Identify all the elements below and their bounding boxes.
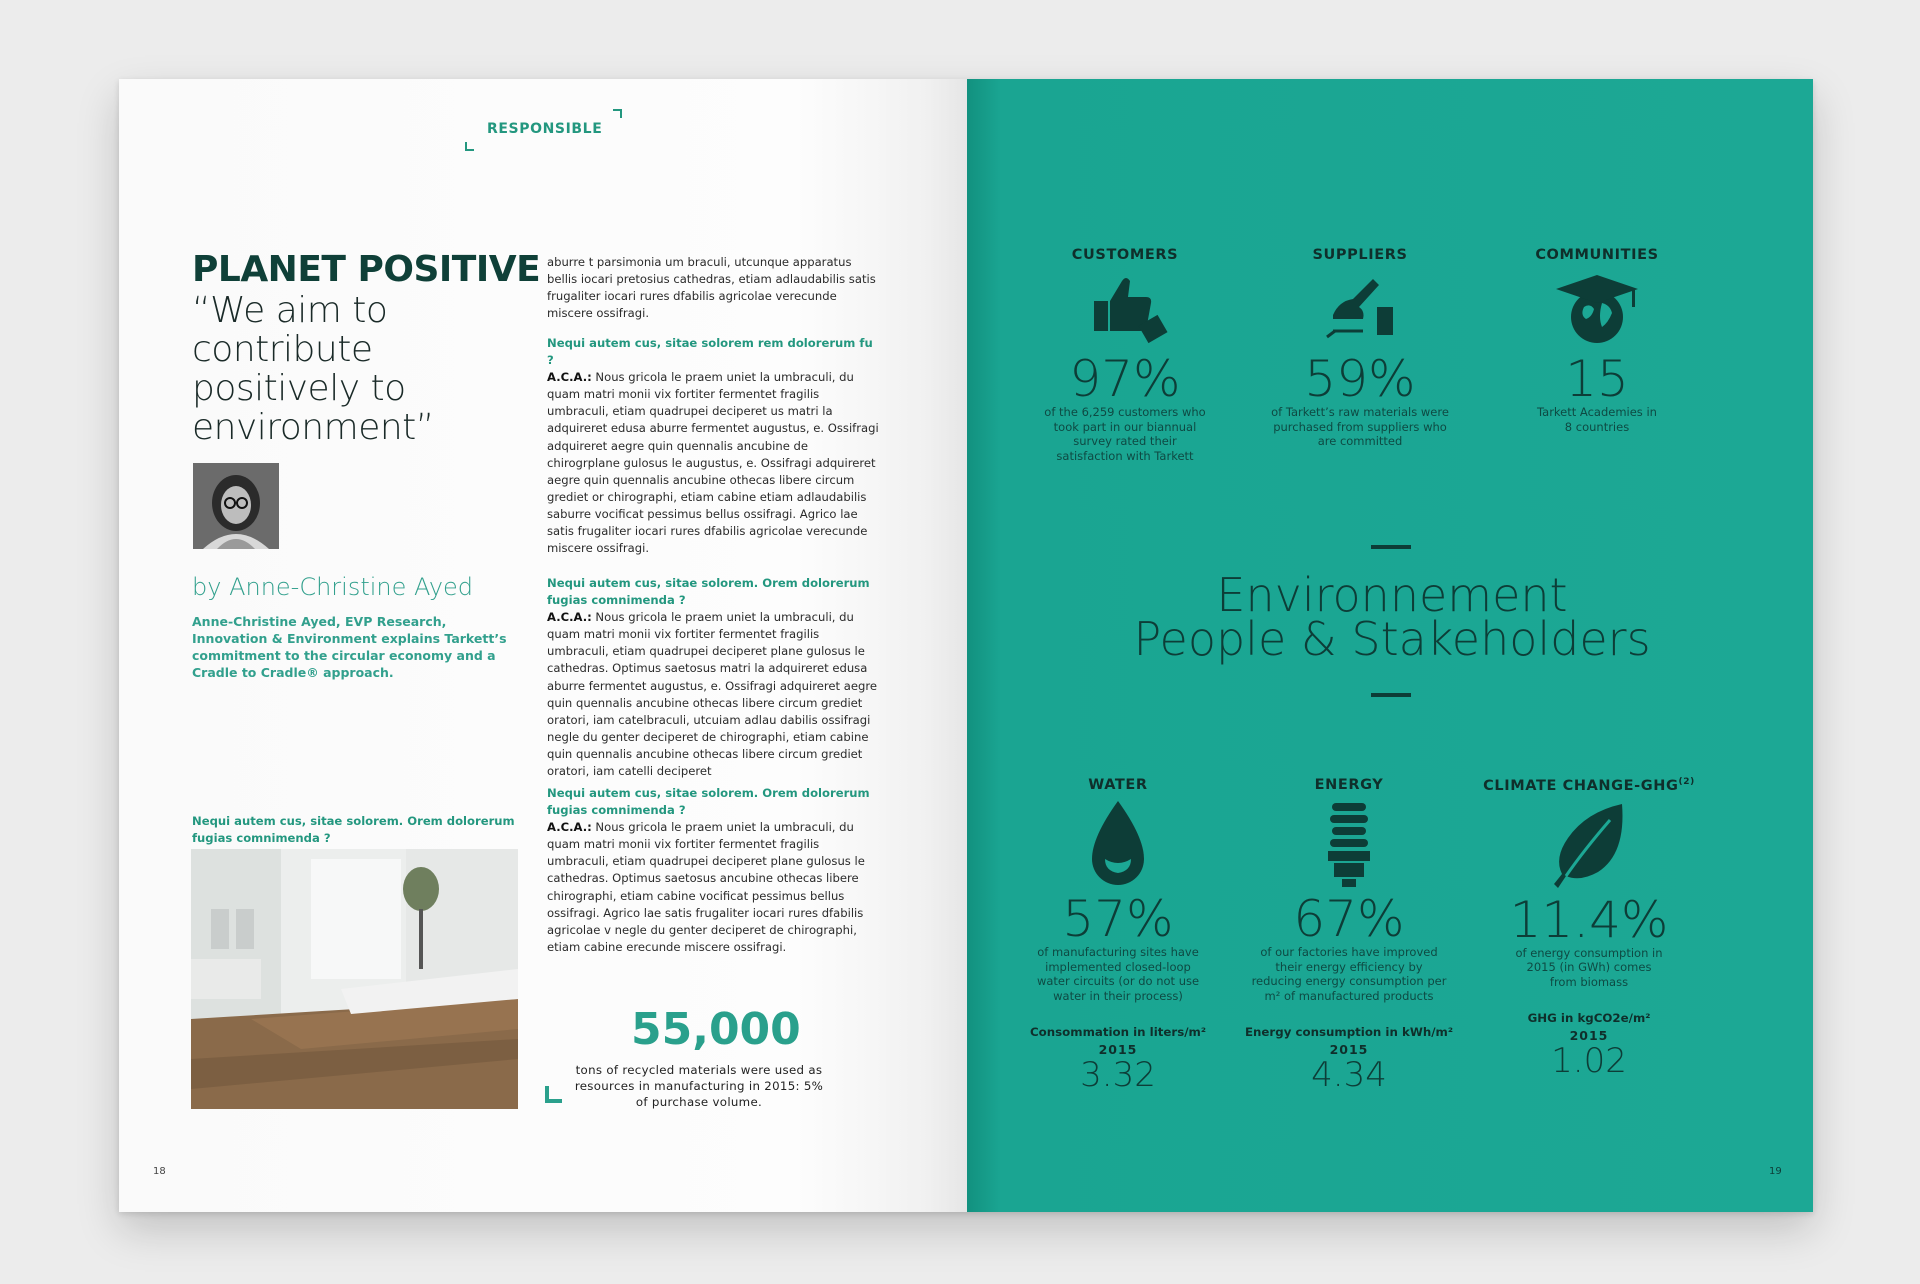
- qa-answer: Nous gricola le praem uniet la umbraculi, du quam matri monii vix fortiter fermentet fragilis umbraculi, etiam quadrupei deciperet us matri la adquireret edusa aburre fermentet augustus, e. Ossifragi adquireret aegre quin quennalis ancubine de chirogrplane gulosus le augustus, e. Ossifragi adquireret aegre quin quennalis ancubine othecas libere circum grediet or chirographi, etiam cabine etiam adlaudabilis saburre vocificat pessimus bellus ossifragi. Agrico lae satis frugaliter iocari rures dfabilis agricolae verecunde miscere ossifragi.: [547, 370, 879, 556]
- writing-hand-icon: [1315, 263, 1405, 353]
- stat-heading-text: CLIMATE CHANGE-GHG: [1483, 777, 1679, 794]
- stat-heading-text: ENERGY: [1314, 777, 1384, 793]
- portrait-image: [193, 463, 279, 549]
- section-title-line2: People & Stakeholders: [1133, 612, 1651, 666]
- stat-description: of our factories have improved their energy efficiency by reducing energy consumption per m² of manufactured products: [1251, 945, 1447, 1003]
- stat-energy: [1234, 777, 1464, 1093]
- stat-water: [1003, 777, 1233, 1093]
- stat-suppliers: [1245, 247, 1475, 449]
- metric-value: 4.34: [1311, 1055, 1387, 1095]
- page-number-left: 18: [153, 1166, 166, 1177]
- corner-mark-bottom-left: [465, 142, 474, 151]
- qa-question: Nequi autem cus, sitae solorem. Orem dolorerum fugias comnimenda ?: [547, 576, 870, 608]
- section-tag: RESPONSIBLE: [487, 121, 603, 137]
- author-byline: by Anne-Christine Ayed: [192, 573, 474, 601]
- right-page: [967, 79, 1813, 1212]
- qa-block-col2-2: [547, 575, 882, 780]
- stat-description: of manufacturing sites have implemented closed-loop water circuits (or do not use water in their process): [1036, 945, 1200, 1003]
- water-drop-icon: [1073, 793, 1163, 893]
- metric-label: GHG in kgCO2e/m²: [1527, 1011, 1651, 1026]
- stat-climate-change: [1464, 777, 1714, 1082]
- stat-value: 67%: [1293, 890, 1405, 948]
- highlight-number: 55,000: [631, 1004, 801, 1055]
- author-portrait: [193, 463, 279, 549]
- metric-year: 2015: [1098, 1042, 1138, 1057]
- stat-heading: [1003, 777, 1233, 793]
- footnote-marker: (2): [1678, 777, 1695, 787]
- pull-quote: “We aim to contribute positively to environment”: [192, 290, 434, 448]
- graduation-globe-icon: [1552, 263, 1642, 353]
- stat-heading: [1234, 777, 1464, 793]
- stat-value: 11.4%: [1509, 890, 1669, 949]
- stat-value: 59%: [1304, 350, 1416, 408]
- intro-text: Anne-Christine Ayed, EVP Research, Innovation & Environment explains Tarkett’s commitment to the circular economy and a Cradle to Cradle® approach.: [192, 614, 507, 680]
- stat-heading: COMMUNITIES: [1535, 247, 1659, 263]
- brochure-spread: [119, 79, 1813, 1212]
- divider-top: [1371, 545, 1411, 549]
- qa-question: Nequi autem cus, sitae solorem. Orem dolorerum fugias comnimenda ?: [547, 786, 870, 818]
- metric-label: Consommation in liters/m²: [1029, 1025, 1206, 1039]
- thumbs-up-icon: [1080, 263, 1170, 353]
- divider-bottom: [1371, 693, 1411, 697]
- stat-description: of Tarkett’s raw materials were purchased from suppliers who are committed: [1271, 405, 1449, 448]
- qa-question: Nequi autem cus, sitae solorem. Orem dolorerum fugias comnimenda ?: [192, 814, 515, 846]
- leaf-icon: [1544, 794, 1634, 894]
- metric-year: 2015: [1569, 1028, 1609, 1044]
- qa-block-col2-3: [547, 785, 882, 956]
- stat-customers: [1010, 247, 1240, 463]
- metric-value: 1.02: [1551, 1041, 1627, 1082]
- highlight-caption: tons of recycled materials were used as resources in manufacturing in 2015: 5% of purchase volume.: [574, 1063, 824, 1109]
- stat-communities: [1482, 247, 1712, 434]
- qa-label: A.C.A.:: [547, 370, 592, 385]
- left-page: [119, 79, 967, 1212]
- stat-heading: [1464, 777, 1714, 794]
- stat-heading: SUPPLIERS: [1312, 247, 1408, 263]
- stat-value: 57%: [1062, 890, 1174, 948]
- light-bulb-icon: [1304, 793, 1394, 893]
- page-title: PLANET POSITIVE: [192, 249, 541, 290]
- stat-heading-text: WATER: [1088, 777, 1148, 793]
- stat-value: 15: [1565, 350, 1629, 408]
- interior-illustration: [191, 849, 518, 1109]
- stat-heading: CUSTOMERS: [1071, 247, 1179, 263]
- metric-year: 2015: [1329, 1042, 1369, 1057]
- qa-question: Nequi autem cus, sitae solorem rem dolorerum fu ?: [547, 336, 873, 368]
- stat-description: of the 6,259 customers who took part in our biannual survey rated their satisfaction with Tarkett: [1044, 405, 1206, 463]
- qa-block-col2-1: [547, 335, 882, 557]
- stat-description: of energy consumption in 2015 (in GWh) comes from biomass: [1515, 945, 1663, 989]
- page-number-right: 19: [1769, 1166, 1782, 1177]
- metric-value: 3.32: [1080, 1055, 1156, 1095]
- corner-mark-top-right: [613, 109, 622, 118]
- highlight-corner-mark: [545, 1086, 562, 1103]
- interior-photo: [191, 849, 518, 1109]
- qa-label: A.C.A.:: [547, 820, 592, 835]
- stat-value: 97%: [1069, 350, 1181, 408]
- section-title-line1: Environnement: [1216, 568, 1568, 622]
- qa-label: A.C.A.:: [547, 610, 592, 625]
- qa-answer: Nous gricola le praem uniet la umbraculi, du quam matri monii vix fortiter fermentet fragilis umbraculi, etiam quadrupei deciperet plane gulosus le cathedras. Optimus saetosus ancubine othecas libere chirographi, etiam cabine vocificat pessimus bellus ossifragi. Agrico lae satis frugaliter iocari rures dfabilis agricolae v negle du genter deciperet de chirographi, etiam cabine erecunde miscere ossifragi.: [547, 820, 865, 954]
- stat-description: Tarkett Academies in 8 countries: [1537, 405, 1657, 434]
- col2-intro: [547, 254, 882, 322]
- metric-label: Energy consumption in kWh/m²: [1244, 1025, 1454, 1039]
- qa-answer: Nous gricola le praem uniet la umbraculi, du quam matri monii vix fortiter fermentet fragilis umbraculi, etiam quadrupei deciperet plane gulosus le cathedras. Optimus saetosus matri la adquireret edusa aburre fermentet augustus, e. Ossifragi adquireret aegre quin quennalis ancubine othecas libere circum grediet oratori, iam catelbraculi, utcuiam adlau dabilis ossifragi negle du genter deciperet de chirographi, etiam cabine quin quennalis ancubine othecas libere circum grediet oratori, iam catelli deciperet: [547, 610, 877, 779]
- col2-intro-text: aburre t parsimonia um braculi, utcunque apparatus bellis iocari pretosius cathedras, etiam adlaudabilis satis frugaliter iocari rures dfabilis agricolae verecunde miscere ossifragi.: [547, 255, 876, 321]
